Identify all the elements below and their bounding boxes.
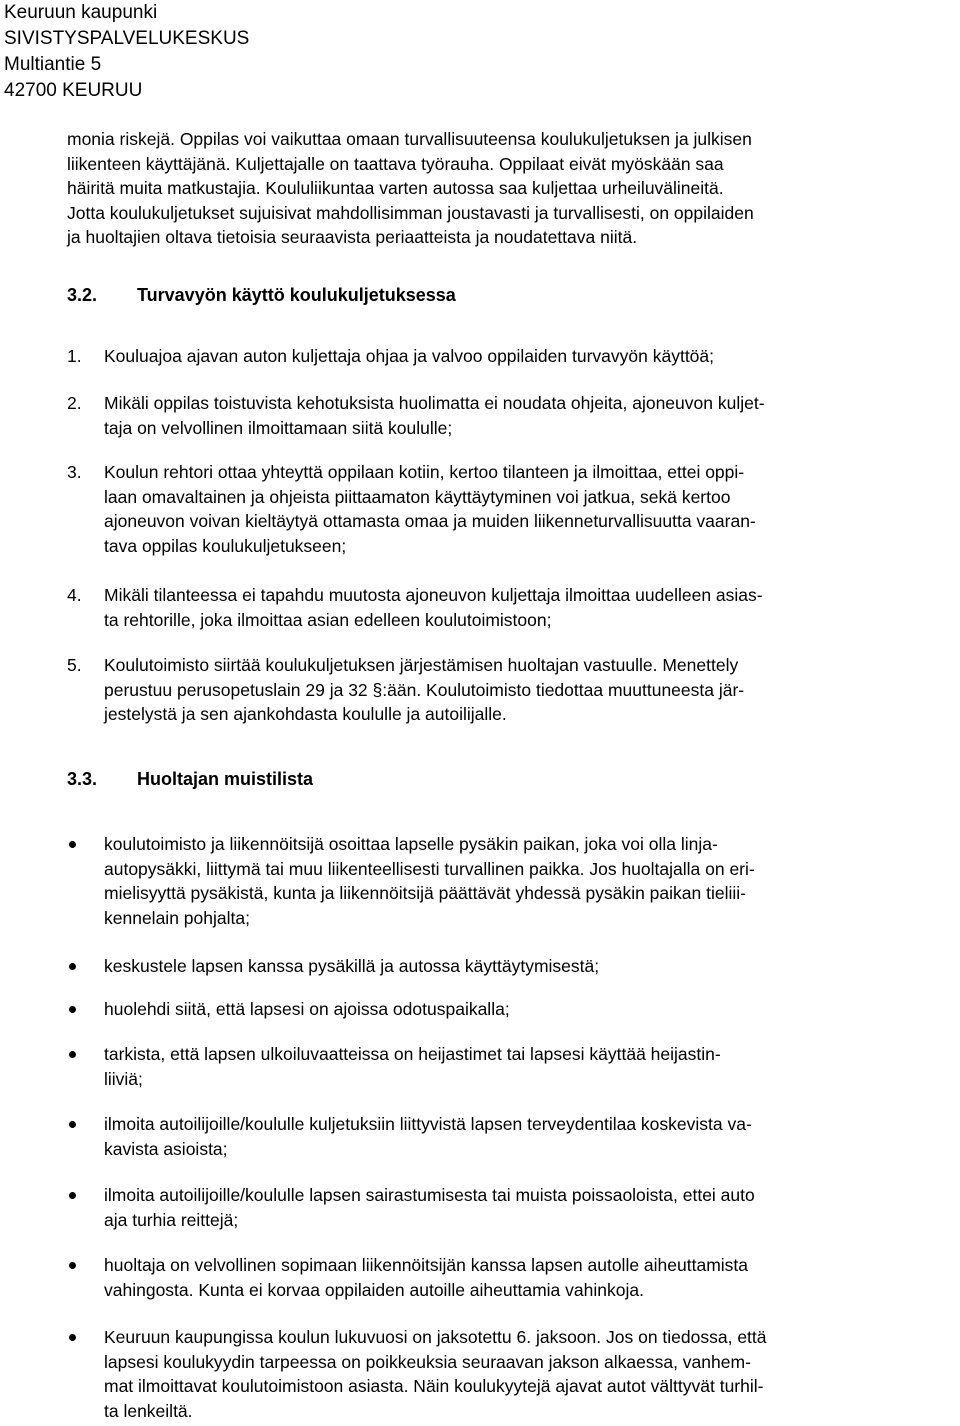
- bullet-icon: [69, 1051, 76, 1058]
- item-line: ajoneuvon voivan kieltäytyä ottamasta omaa ja muiden liikenneturvallisuutta vaaran-: [104, 511, 756, 532]
- item-number: 5.: [67, 655, 82, 675]
- bullet-icon: [69, 1262, 76, 1269]
- bullet-icon: [69, 1121, 76, 1128]
- item-line: Keuruun kaupungissa koulun lukuvuosi on jaksotettu 6. jaksoon. Jos on tiedossa, että: [104, 1327, 767, 1347]
- item-line: tarkista, että lapsen ulkoiluvaatteissa on heijastimet tai lapsesi käyttää heijastin-: [104, 1044, 721, 1064]
- item-line: Mikäli oppilas toistuvista kehotuksista huolimatta ei noudata ohjeita, ajoneuvon kuljet-: [104, 393, 765, 413]
- item-line: Kouluajoa ajavan auton kuljettaja ohjaa ja valvoo oppilaiden turvavyön käyttöä;: [104, 346, 715, 366]
- bullet-icon: [69, 963, 76, 970]
- item-number: 4.: [67, 585, 82, 605]
- street-address: Multiantie 5: [4, 54, 102, 75]
- intro-line: liikenteen käyttäjänä. Kuljettajalle on taattava työrauha. Oppilaat eivät myöskään saa: [67, 153, 724, 174]
- item-line: lapsesi koulukyydin tarpeessa on poikkeuksia seuraavan jakson alkaessa, vanhem-: [104, 1351, 751, 1372]
- item-line: ta lenkeiltä.: [104, 1400, 193, 1421]
- intro-line: monia riskejä. Oppilas voi vaikuttaa omaan turvallisuuteensa koulukuljetuksen ja julkisen: [67, 129, 752, 149]
- bullet-icon: [69, 841, 76, 848]
- department-name: SIVISTYSPALVELUKESKUS: [4, 28, 250, 49]
- postal-address: 42700 KEURUU: [4, 80, 143, 101]
- item-line: Koulutoimisto siirtää koulukuljetuksen järjestämisen huoltajan vastuulle. Menettely: [104, 655, 739, 675]
- letterhead: [4, 0, 249, 104]
- item-line: aja turhia reittejä;: [104, 1209, 239, 1230]
- item-line: huoltaja on velvollinen sopimaan liikennöitsijän kanssa lapsen autolle aiheuttamista: [104, 1255, 749, 1275]
- bullet-icon: [69, 1006, 76, 1013]
- item-line: taja on velvollinen ilmoittamaan siitä koululle;: [104, 417, 453, 438]
- item-line: ta rehtorille, joka ilmoittaa asian edelleen koulutoimistoon;: [104, 609, 552, 630]
- item-line: kennelain pohjalta;: [104, 907, 250, 928]
- item-line: koulutoimisto ja liikennöitsijä osoittaa lapselle pysäkin paikan, joka voi olla linja-: [104, 834, 718, 854]
- intro-line: ja huoltajien oltava tietoisia seuraavista periaatteista ja noudatettava niitä.: [67, 227, 638, 248]
- item-line: ilmoita autoilijoille/koululle kuljetuksiin liittyvistä lapsen terveydentilaa koskevista va-: [104, 1114, 752, 1134]
- item-line: ilmoita autoilijoille/koululle lapsen sairastumisesta tai muista poissaoloista, ettei auto: [104, 1185, 755, 1205]
- item-number: 1.: [67, 346, 82, 366]
- item-line: mielisyyttä pysäkistä, kunta ja liikennöitsijä päättävät yhdessä pysäkin paikan tieliii-: [104, 883, 746, 904]
- item-line: Mikäli tilanteessa ei tapahdu muutosta ajoneuvon kuljettaja ilmoittaa uudelleen asias-: [104, 585, 763, 605]
- item-number: 3.: [67, 462, 82, 482]
- bullet-icon: [69, 1192, 76, 1199]
- item-line: jestelystä ja sen ajankohdasta koululle ja autoilijalle.: [104, 704, 507, 725]
- organization-name: Keuruun kaupunki: [4, 2, 158, 23]
- section-title: Huoltajan muistilista: [137, 769, 314, 789]
- item-line: perustuu perusopetuslain 29 ja 32 §:ään. Koulutoimisto tiedottaa muuttuneesta jär-: [104, 679, 745, 700]
- section-number: 3.2.: [67, 285, 98, 305]
- item-line: kavista asioista;: [104, 1138, 228, 1159]
- item-line: keskustele lapsen kanssa pysäkillä ja autossa käyttäytymisestä;: [104, 956, 600, 976]
- item-line: vahingosta. Kunta ei korvaa oppilaiden autoille aiheuttamia vahinkoja.: [104, 1279, 644, 1300]
- intro-line: häiritä muita matkustajia. Koululiikuntaa varten autossa saa kuljettaa urheiluvälineitä.: [67, 178, 724, 199]
- intro-line: Jotta koulukuljetukset sujuisivat mahdollisimman joustavasti ja turvallisesti, on oppilaiden: [67, 202, 754, 223]
- item-line: tava oppilas koulukuljetukseen;: [104, 535, 347, 556]
- bullet-icon: [69, 1334, 76, 1341]
- section-number: 3.3.: [67, 769, 98, 789]
- intro-paragraph: [67, 127, 754, 250]
- item-line: autopysäkki, liittymä tai muu liikenteellisesti turvallinen paikka. Jos huoltajalla on eri-: [104, 858, 755, 879]
- section-title: Turvavyön käyttö koulukuljetuksessa: [137, 285, 456, 305]
- item-line: mat ilmoittavat koulutoimistoon asiasta. Näin koulukyytejä ajavat autot välttyvät turhil-: [104, 1376, 764, 1397]
- item-number: 2.: [67, 393, 82, 413]
- item-line: Koulun rehtori ottaa yhteyttä oppilaan kotiin, kertoo tilanteen ja ilmoittaa, ettei oppi-: [104, 462, 745, 482]
- item-line: huolehdi siitä, että lapsesi on ajoissa odotuspaikalla;: [104, 999, 510, 1019]
- item-line: liiviä;: [104, 1068, 143, 1089]
- item-line: laan omavaltainen ja ohjeista piittaamaton käyttäytyminen voi jatkua, sekä kertoo: [104, 486, 731, 507]
